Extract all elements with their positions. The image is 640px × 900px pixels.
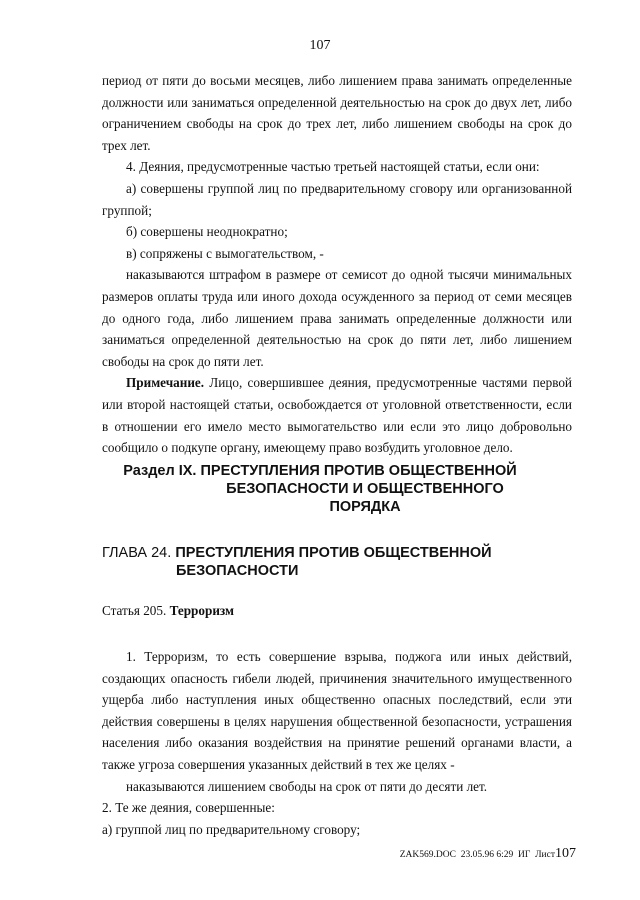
footer-initials: ИГ: [517, 850, 531, 860]
section-heading-line: БЕЗОПАСНОСТИ И ОБЩЕСТВЕННОГО: [226, 481, 504, 497]
article-prefix: Статья 205.: [102, 603, 170, 618]
section-heading-line: Раздел IX. ПРЕСТУПЛЕНИЯ ПРОТИВ ОБЩЕСТВЕННОЙ: [123, 463, 517, 479]
note-text: Лицо, совершившее деяния, предусмотренные частями первой или второй настоящей статьи, освобождается от уголовной ответственности, если в отношении его имело место вымогательство или если это лицо добровольно сообщило о подкупе органу, имеющему право возбудить уголовное дело.: [102, 375, 572, 456]
page-number: 107: [309, 38, 331, 53]
footer-sheet-label: Лист: [535, 850, 555, 860]
paragraph: 1. Терроризм, то есть совершение взрыва, поджога или иных действий, создающих опасность гибели людей, причинения значительного имущественного ущерба либо наступления иных общественно опасных последствий, если эти действия совершены в целях нарушения общественной безопасности, устрашения населения либо оказания воздействия на принятие решений органами власти, а также угроза совершения указанных действий в тех же целях -: [102, 649, 572, 772]
paragraph: а) группой лиц по предварительному сговору;: [102, 821, 361, 837]
note-label: Примечание.: [126, 375, 205, 391]
paragraph: в) сопряжены с вымогательством, -: [126, 245, 324, 261]
article-heading: [102, 603, 234, 619]
note-paragraph: [102, 372, 572, 458]
text-block-top: [102, 70, 572, 459]
chapter-title-line2: БЕЗОПАСНОСТИ: [176, 563, 299, 579]
text-block-bottom: [102, 646, 572, 840]
paragraph: 2. Те же деяния, совершенные:: [102, 800, 275, 816]
footer-time: 6:29: [496, 850, 514, 860]
paragraph: наказываются штрафом в размере от семисот до одной тысячи минимальных размеров оплаты труда или иного дохода осужденного за период от семи месяцев до одного года, либо лишением права занимать определенные должности или заниматься определенной деятельностью на срок до пяти лет, либо лишением свободы на срок до пяти лет.: [102, 267, 572, 369]
footer-file: ZAK569.DOC: [399, 850, 456, 860]
paragraph: период от пяти до восьми месяцев, либо лишением права занимать определенные должности или заниматься определенной деятельностью на срок до двух лет, либо ограничением свободы на срок до трех лет, либо лишением свободы на срок до трех лет.: [102, 73, 572, 153]
footer-date: 23.05.96: [460, 850, 494, 860]
chapter-prefix: ГЛАВА 24.: [102, 545, 176, 561]
paragraph: б) совершены неоднократно;: [126, 224, 288, 240]
section-heading: [110, 462, 530, 516]
paragraph: 4. Деяния, предусмотренные частью третьей настоящей статьи, если они:: [126, 159, 540, 175]
chapter-title: ПРЕСТУПЛЕНИЯ ПРОТИВ ОБЩЕСТВЕННОЙ: [175, 545, 492, 561]
chapter-heading: [102, 544, 572, 580]
section-heading-line: ПОРЯДКА: [329, 499, 401, 515]
page-footer: [400, 846, 576, 862]
article-title: Терроризм: [169, 603, 235, 618]
paragraph: а) совершены группой лиц по предварительному сговору или организованной группой;: [102, 180, 572, 218]
paragraph: наказываются лишением свободы на срок от пяти до десяти лет.: [126, 778, 488, 794]
footer-sheet-number: 107: [555, 846, 576, 861]
